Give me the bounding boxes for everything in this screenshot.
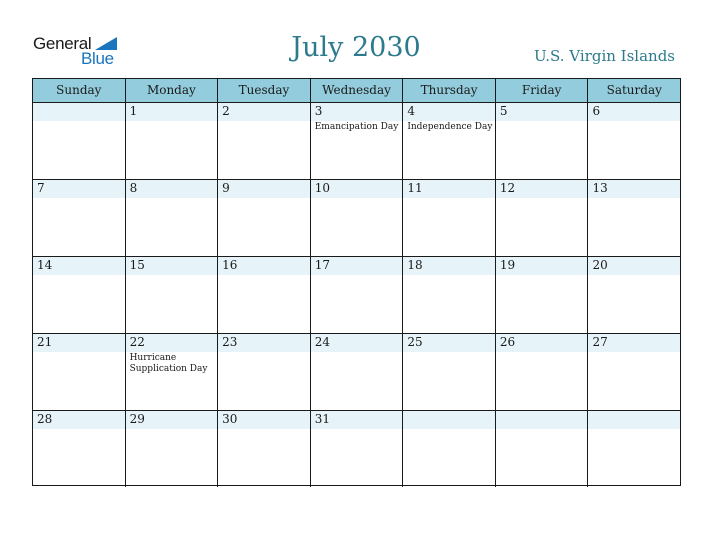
day-number: 12 (499, 181, 516, 195)
day-cell (495, 103, 588, 179)
day-cell (125, 334, 218, 410)
day-cell (217, 411, 310, 487)
day-number-band (33, 103, 125, 121)
day-cell (587, 180, 680, 256)
day-cell (33, 180, 125, 256)
holiday-label: Hurricane Supplication Day (129, 353, 208, 374)
day-number-band (311, 103, 403, 121)
weekday-header: Friday (495, 79, 588, 102)
day-number: 5 (499, 104, 508, 118)
day-cell (125, 411, 218, 487)
week-row (33, 333, 680, 410)
day-cell (495, 334, 588, 410)
day-number-band (126, 103, 218, 121)
day-cell (587, 257, 680, 333)
week-row (33, 410, 680, 487)
page-title: July 2030 (291, 32, 421, 63)
day-number: 27 (592, 335, 608, 349)
logo-text-general: General (33, 34, 92, 53)
day-cell (402, 180, 495, 256)
holiday-label: Emancipation Day (314, 122, 399, 132)
day-cell (495, 257, 588, 333)
day-cell (217, 257, 310, 333)
day-cell (217, 180, 310, 256)
day-number: 17 (314, 258, 331, 272)
day-cell (495, 180, 588, 256)
day-number-band (33, 180, 125, 198)
day-cell (402, 103, 495, 179)
weekday-header-row (33, 79, 680, 103)
day-number: 23 (222, 335, 238, 349)
weekday-header: Wednesday (310, 79, 403, 102)
day-number: 18 (407, 258, 423, 272)
day-number: 16 (222, 258, 238, 272)
day-number: 29 (129, 412, 145, 426)
day-cell (402, 334, 495, 410)
day-number: 26 (499, 335, 516, 349)
day-cell (402, 411, 495, 487)
day-number: 24 (314, 335, 331, 349)
weekday-header: Saturday (587, 79, 680, 102)
day-number: 31 (314, 412, 331, 426)
day-cell (310, 334, 403, 410)
day-cell (217, 103, 310, 179)
day-number: 20 (592, 258, 608, 272)
day-number: 10 (314, 181, 331, 195)
day-number: 13 (592, 181, 608, 195)
day-number: 4 (407, 104, 415, 118)
weekday-header: Thursday (402, 79, 495, 102)
day-number: 21 (37, 335, 53, 349)
logo-text-blue: Blue (81, 49, 114, 68)
day-number: 15 (129, 258, 145, 272)
day-number: 3 (314, 104, 323, 118)
day-number: 30 (222, 412, 238, 426)
day-number: 25 (407, 335, 423, 349)
day-cell (33, 103, 125, 179)
day-cell (587, 103, 680, 179)
day-cell (587, 411, 680, 487)
day-cell (33, 334, 125, 410)
day-number: 1 (129, 104, 138, 118)
day-number-band (218, 180, 310, 198)
day-number-band (403, 103, 495, 121)
weekday-header: Tuesday (217, 79, 310, 102)
week-row (33, 256, 680, 333)
weekday-header: Sunday (56, 83, 102, 97)
region-label: U.S. Virgin Islands (534, 47, 675, 65)
day-number-band (496, 411, 588, 429)
day-number: 22 (129, 335, 145, 349)
day-number: 2 (222, 104, 230, 118)
day-number-band (218, 103, 310, 121)
week-row (33, 102, 680, 179)
day-number: 6 (592, 104, 601, 118)
day-cell (310, 411, 403, 487)
day-number-band (588, 411, 680, 429)
day-cell (402, 257, 495, 333)
day-cell (310, 180, 403, 256)
day-cell (33, 257, 125, 333)
day-cell (33, 411, 125, 487)
calendar-grid (32, 78, 681, 486)
day-cell (310, 257, 403, 333)
day-number: 9 (222, 181, 230, 195)
weekday-header: Monday (125, 79, 218, 102)
day-number-band (126, 180, 218, 198)
day-number: 7 (37, 181, 45, 195)
day-number-band (496, 103, 588, 121)
holiday-label: Independence Day (407, 122, 493, 132)
day-cell (310, 103, 403, 179)
day-number: 28 (37, 412, 53, 426)
day-number: 19 (499, 258, 516, 272)
day-number: 11 (407, 181, 423, 195)
day-number-band (403, 411, 495, 429)
day-cell (125, 180, 218, 256)
day-cell (125, 257, 218, 333)
day-number: 14 (37, 258, 53, 272)
day-cell (217, 334, 310, 410)
day-number: 8 (129, 181, 138, 195)
day-cell (125, 103, 218, 179)
day-number-band (588, 103, 680, 121)
day-cell (495, 411, 588, 487)
day-cell (587, 334, 680, 410)
week-row (33, 179, 680, 256)
